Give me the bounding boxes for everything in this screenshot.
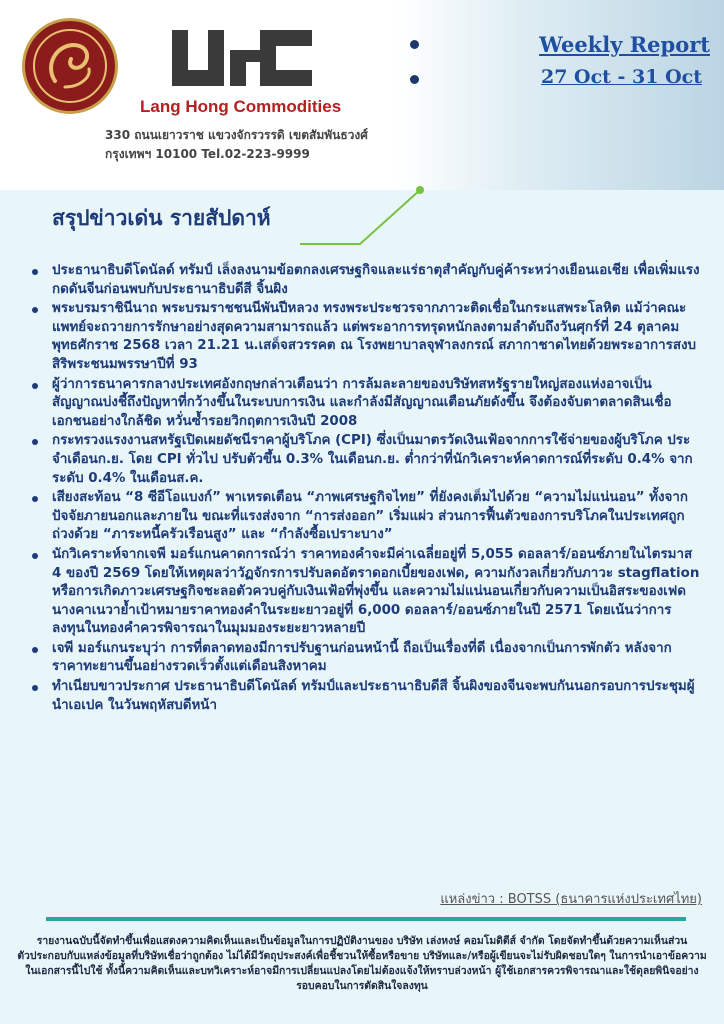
news-text: กระทรวงแรงงานสหรัฐเปิดเผยดัชนีราคาผู้บริโภค (CPI) ซึ่งเป็นมาตรวัดเงินเฟ้อจากการใช้จ่ายของผู้บริโภค ประจำเดือนก.ย. โดย CPI ทั่วไป ปรับตัวขึ้น 0.3% ในเดือนก.ย. ต่ำกว่าที่นักวิเคราะห์คาดการณ์ที่ระดับ 0.4% จากระดับ 0.4% ในเดือนส.ค.: [52, 433, 693, 486]
bullet-icon: [32, 647, 38, 653]
bullet-icon: [32, 685, 38, 691]
bullet-icon: [32, 307, 38, 313]
news-item: [28, 262, 700, 299]
address-line-2: กรุงเทพฯ 10100 Tel.02-223-9999: [105, 147, 310, 161]
news-text: เสียงสะท้อน “8 ซีอีโอแบงก์” พาเหรดเตือน “ภาพเศรษฐกิจไทย” ที่ยังคงเต็มไปด้วย “ความไม่แน่นอน” ทั้งจากปัจจัยภายนอกและภายใน ขณะที่แรงส่งจาก “การส่งออก” เริ่มแผ่ว ส่วนการฟื้นตัวของการบริโภคในประเทศถูกถ่วงด้วย “ภาระหนี้ครัวเรือนสูง” และ “กำลังซื้อเปราะบาง”: [52, 490, 689, 543]
company-name: Lang Hong Commodities: [140, 97, 342, 116]
bullet-icon: [32, 553, 38, 559]
disclaimer: รายงานฉบับนี้จัดทำขึ้นเพื่อแสดงความคิดเห็นและเป็นข้อมูลในการปฏิบัติงานของ บริษัท เล่งหงษ์ คอมโมดิตีส์ จำกัด โดยจัดทำขึ้นด้วยความเห็นส่วนตัวประกอบกับแหล่งข้อมูลที่บริษัทเชื่อว่าถูกต้อง ไม่ได้มีวัตถุประสงค์เพื่อชี้ชวนให้ซื้อหรือขาย บริษัทและ/หรือผู้เขียนจะไม่รับผิดชอบใดๆ ในการนำเอาข้อความในเอกสารนี้ไปใช้ ทั้งนี้ความคิดเห็นและบทวิเคราะห์อาจมีการเปลี่ยนแปลงโดยไม่ต้องแจ้งให้ทราบล่วงหน้า ผู้ใช้เอกสารควรพิจารณาและใช้ดุลยพินิจอย่างรอบคอบในการตัดสินใจลงทุน: [17, 935, 707, 992]
news-text: ประธานาธิบดีโดนัลด์ ทรัมป์ เล็งลงนามข้อตกลงเศรษฐกิจและแร่ธาตุสำคัญกับคู่ค้าระหว่างเยือนเอเชีย เพื่อเพิ่มแรงกดดันจีนก่อนพบกับประธานาธิบดีสี จิ้นผิง: [52, 263, 700, 297]
source-link[interactable]: แหล่งข่าว : BOTSS (ธนาคารแห่งประเทศไทย): [440, 892, 702, 907]
news-item: [28, 300, 700, 374]
news-list: [28, 262, 700, 716]
news-item: [28, 678, 700, 715]
section-title: สรุปข่าวเด่น รายสัปดาห์: [52, 206, 271, 230]
news-text: เจพี มอร์แกนระบุว่า การที่ตลาดทองมีการปรับฐานก่อนหน้านี้ ถือเป็นเรื่องที่ดี เนื่องจากเป็นการพักตัว หลังจากราคาทะยานขึ้นอย่างรวดเร็วตั้งแต่เดือนสิงหาคม: [52, 640, 672, 675]
report-title: Weekly Report: [539, 32, 710, 57]
news-item: [28, 489, 700, 545]
report-date: 27 Oct - 31 Oct: [540, 66, 702, 88]
address-line-1: 330 ถนนเยาวราช แขวงจักรวรรดิ เขตสัมพันธวงศ์: [105, 128, 368, 142]
news-item: [28, 640, 700, 677]
bullet-icon: [32, 439, 38, 445]
bullet-icon: [32, 269, 38, 275]
news-item: [28, 432, 700, 488]
news-text: นักวิเคราะห์จากเจพี มอร์แกนคาดการณ์ว่า ราคาทองคำจะมีค่าเฉลี่ยอยู่ที่ 5,055 ดอลลาร์/ออนซ์ภายในไตรมาส 4 ของปี 2569 โดยให้เหตุผลว่าวัฏจักรการปรับลดอัตราดอกเบี้ยของเฟด, ความกังวลเกี่ยวกับภาวะ stagflation หรือการเกิดภาวะเศรษฐกิจชะลอตัวควบคู่กับเงินเฟ้อที่พุ่งขึ้น และความไม่แน่นอนเกี่ยวกับความเป็นอิสระของเฟด นางคาเนวาย้ำเป้าหมายราคาทองคำในระยะยาวอยู่ที่ 6,000 ดอลลาร์/ออนซ์ภายในปี 2571 โดยเน้นว่าการลงทุนในทองคำควรพิจารณาในมุมมองระยะยาวหลายปี: [52, 546, 700, 637]
news-item: [28, 546, 700, 639]
divider: [46, 917, 686, 921]
news-text: พระบรมราชินีนาถ พระบรมราชชนนีพันปีหลวง ทรงพระประชวรจากภาวะติดเชื่อในกระแสพระโลหิต แม้ว่าคณะแพทย์จะถวายการรักษาอย่างสุดความสามารถแล้ว แต่พระอาการทรุดหนักลงตามลำดับถึงวันศุกร์ที่ 24 ตุลาคม พุทธศักราช 2568 เวลา 21.21 น.เสด็จสวรรคต ณ โรงพยาบาลจุฬาลงกรณ์ สภากาชาดไทยด้วยพระอาการสงบ สิริพระชนมพรรษาปีที่ 93: [52, 301, 697, 372]
bullet-icon: [32, 496, 38, 502]
bullet-icon: [32, 383, 38, 389]
news-text: ทำเนียบขาวประกาศ ประธานาธิบดีโดนัลด์ ทรัมป์และประธานาธิบดีสี จิ้นผิงของจีนจะพบกันนอกรอบการประชุมผู้นำเอเปค ในวันพฤหัสบดีหน้า: [52, 679, 695, 713]
news-item: [28, 376, 700, 432]
news-text: ผู้ว่าการธนาคารกลางประเทศอังกฤษกล่าวเตือนว่า การล้มละลายของบริษัทสหรัฐรายใหญ่สองแห่งอาจเป็นสัญญาณบ่งชี้ถึงปัญหาที่กว้างขึ้นในระบบการเงิน และกำลังมีสัญญาณเตือนภัยดังขึ้น จึงต้องจับตาตลาดสินเชื่อเอกชนอย่างใกล้ชิด หวั่นซ้ำรอยวิกฤตการเงินปี 2008: [52, 376, 672, 429]
